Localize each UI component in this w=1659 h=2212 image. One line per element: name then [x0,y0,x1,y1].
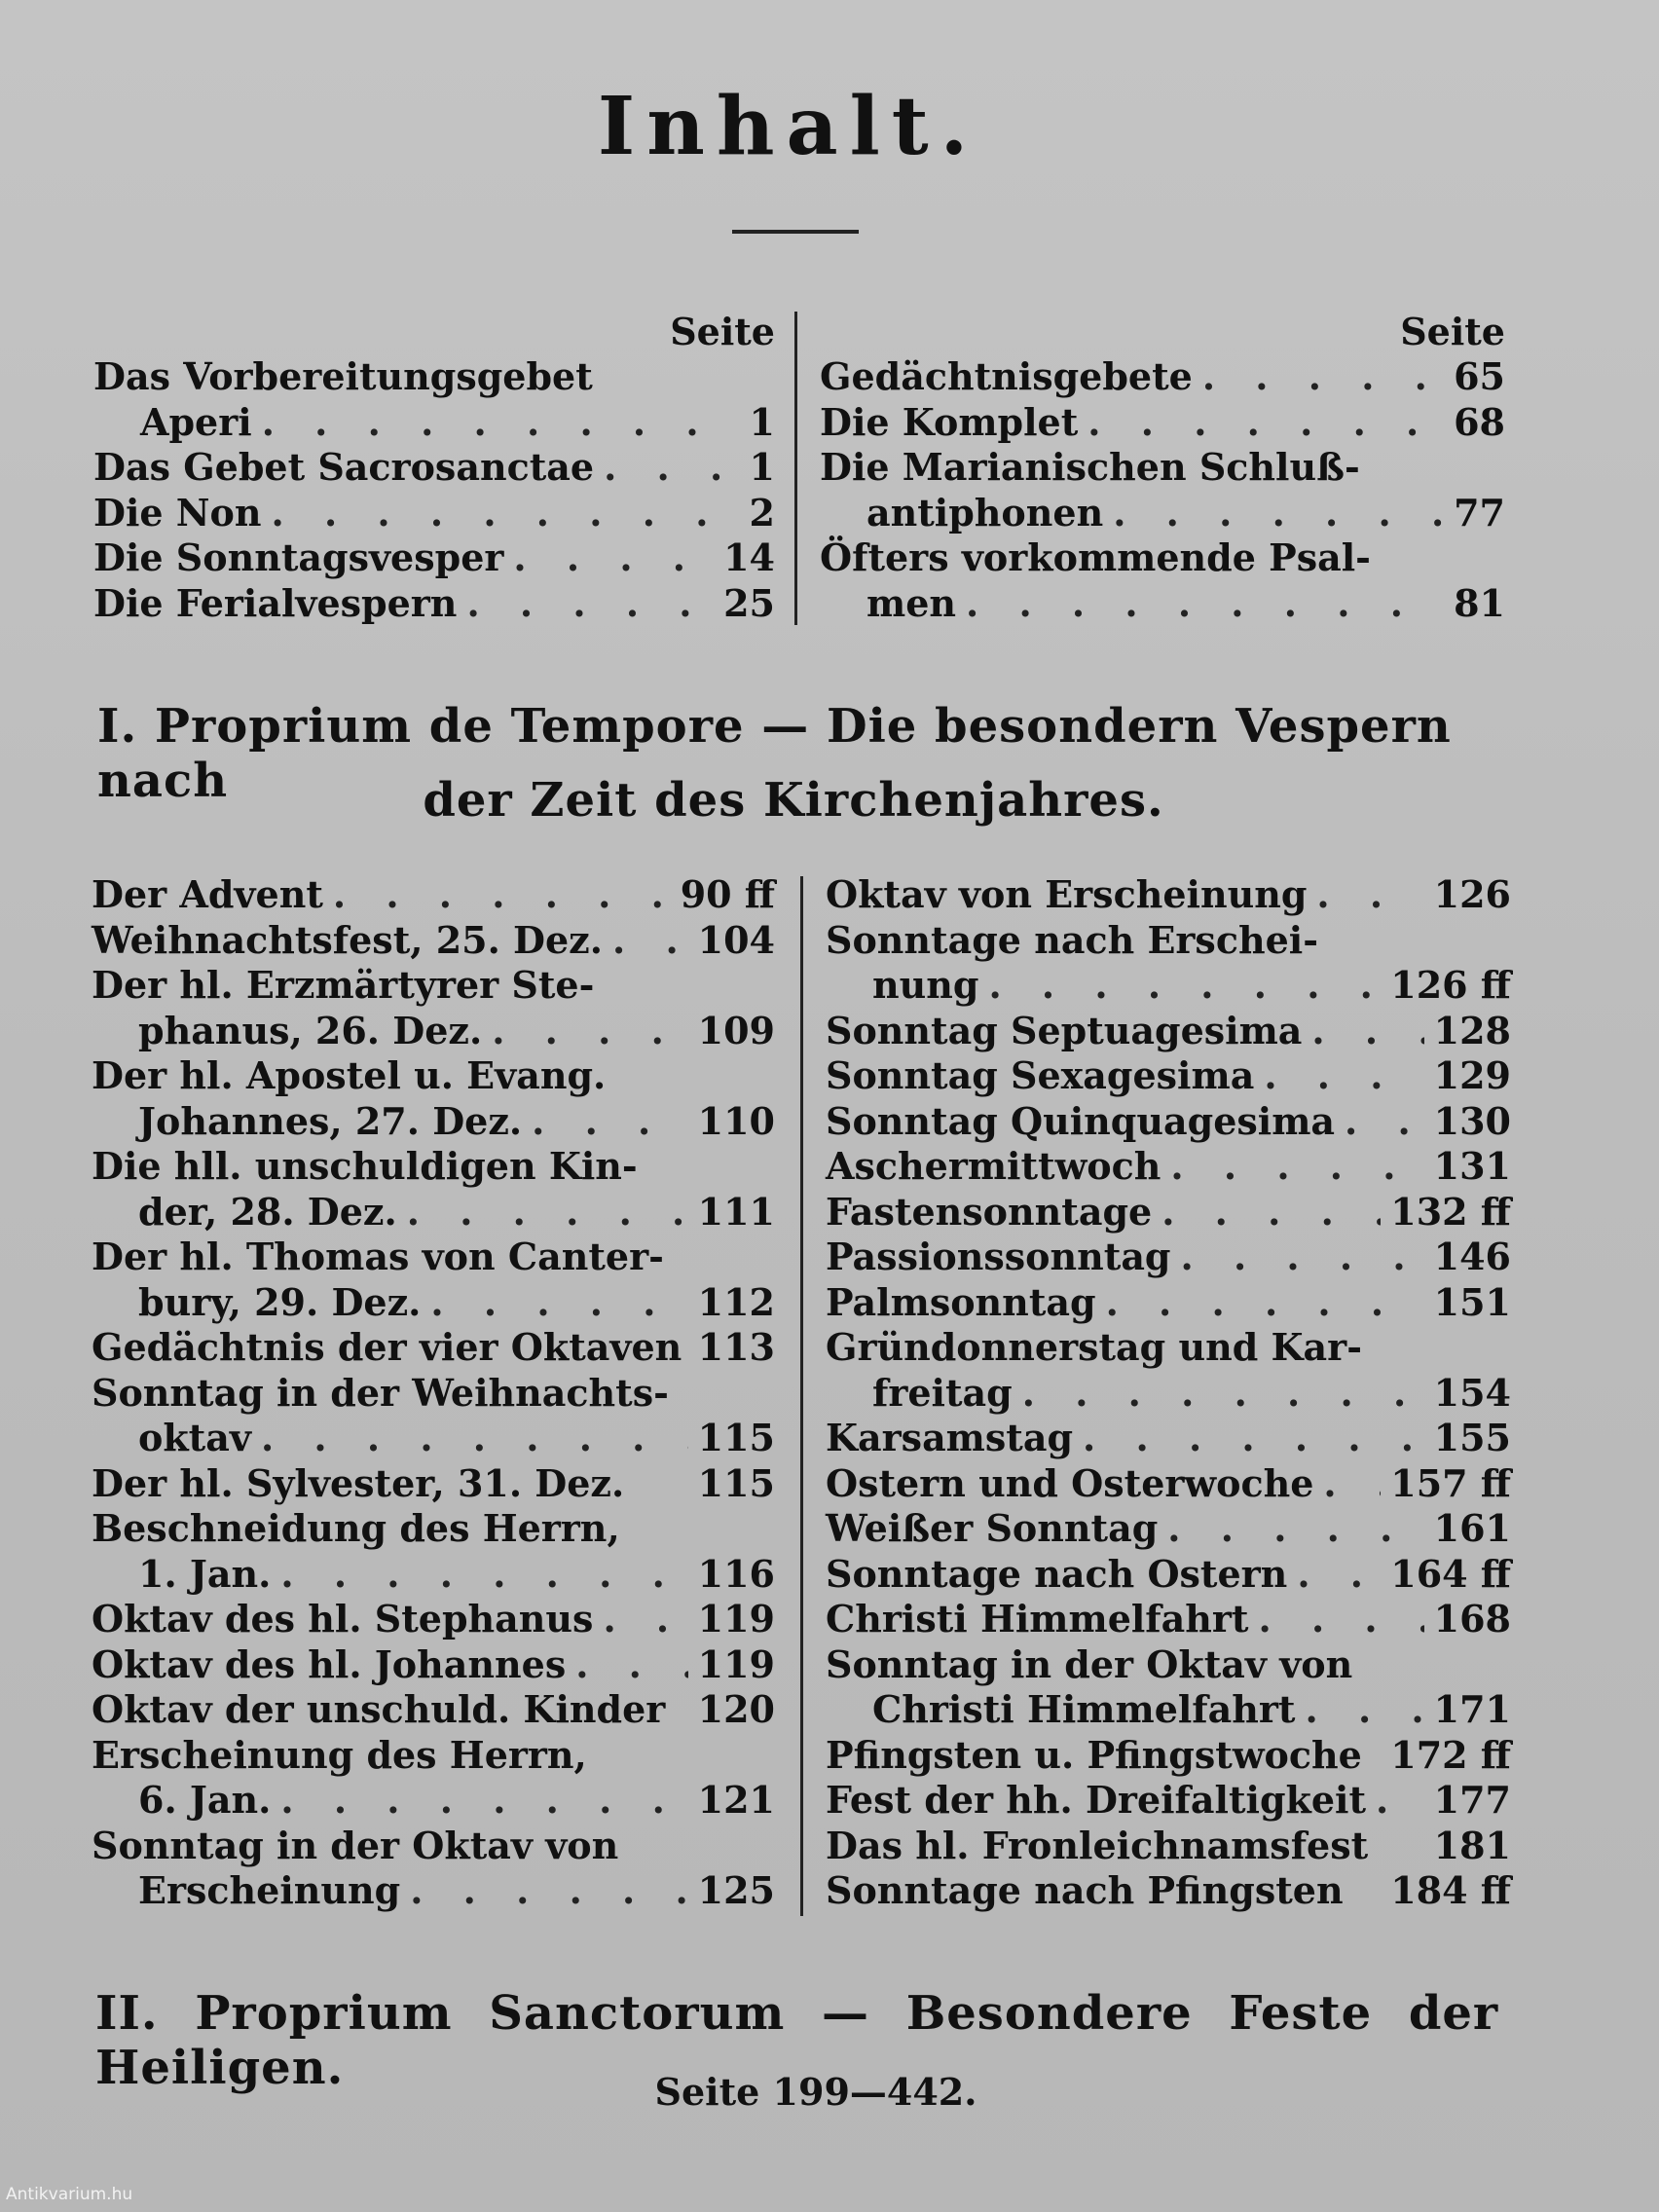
toc-entry-page: 113 [697,1325,775,1369]
toc-entry-page: 128 [1433,1008,1511,1052]
toc-entry [93,491,775,536]
toc-entry-title: Die Non [93,490,262,535]
toc-entry [826,1144,1511,1190]
toc-entry [92,918,775,964]
seite-header-left: Seite [670,310,775,353]
toc-entry-title: Passionssonntag [826,1235,1171,1278]
toc-entry-page: 171 [1433,1687,1511,1731]
toc-entry [92,1597,775,1642]
toc-entry-title: Beschneidung des Herrn, [92,1506,620,1550]
section-1-left-column [92,872,775,1914]
toc-entry [826,1597,1511,1642]
toc-entry [826,1642,1511,1688]
toc-entry-title: antiphonen [866,490,1104,535]
leader-dots [492,1009,687,1054]
toc-entry [93,535,775,581]
leader-dots [1316,872,1423,918]
leader-dots [1170,1144,1423,1190]
leader-dots [410,1868,687,1914]
toc-entry-page: 104 [697,917,775,962]
toc-entry-title: 6. Jan. [138,1778,272,1822]
section-2-page-range: Seite 199—442. [654,2070,977,2114]
toc-entry [92,1733,775,1779]
toc-entry-page: 126 ff [1390,963,1511,1007]
toc-entry [93,400,775,446]
toc-entry-page: 184 ff [1390,1868,1511,1912]
toc-entry-title: Gedächtnisgebete [820,354,1193,398]
toc-entry-page: 65 [1454,354,1505,398]
leader-dots [1181,1235,1424,1280]
section-1-column-divider [800,876,803,1916]
section-2-heading: II. Proprium Sanctorum — Besondere Feste der Heiligen. [95,1986,1499,2095]
toc-entry-page: 109 [697,1008,775,1052]
toc-entry-title: nung [872,963,979,1007]
section-1-heading-line-1: I. Proprium de Tempore — Die besondern Vespern nach [97,699,1452,808]
toc-entry-page: 131 [1433,1144,1511,1188]
toc-entry-title: Ostern und Osterwoche [826,1460,1314,1505]
toc-entry [92,1235,775,1280]
toc-entry-title: Die Komplet [820,399,1079,444]
toc-entry-page: 154 [1433,1370,1511,1415]
toc-entry-title: men [866,580,957,625]
toc-entry-title: oktav [138,1416,251,1459]
toc-entry-title: Die hll. unschuldigen Kin- [92,1144,638,1188]
toc-entry [826,1506,1511,1552]
toc-entry-title: Sonntag in der Weihnachts- [92,1370,669,1415]
toc-entry-page: 155 [1433,1416,1511,1459]
toc-entry [820,581,1505,627]
toc-entry-title: Der hl. Thomas von Canter- [92,1235,664,1278]
leader-dots [1202,354,1444,400]
toc-entry-page: 125 [697,1868,775,1912]
toc-entry-title: Die Sonntagsvesper [93,535,504,579]
leader-dots [1376,1778,1424,1824]
toc-entry [92,872,775,918]
toc-entry-title: Pfingsten u. Pfingstwoche [826,1732,1362,1777]
toc-entry-page: 68 [1454,399,1505,444]
toc-entry [820,445,1505,491]
section-1-heading-line-2: der Zeit des Kirchenjahres. [423,773,1164,828]
toc-entry [92,1144,775,1190]
toc-entry-title: Sonntage nach Ostern [826,1551,1288,1596]
toc-entry-page: 112 [697,1279,775,1324]
leader-dots [272,491,726,536]
toc-entry-title: Fastensonntage [826,1189,1153,1234]
toc-entry-title: 1. Jan. [138,1551,272,1596]
toc-entry [826,1461,1511,1507]
toc-entry [826,1325,1511,1371]
toc-entry [826,1868,1511,1914]
toc-entry-page: 161 [1433,1506,1511,1550]
leader-dots [1258,1597,1423,1642]
toc-entry [92,1642,775,1688]
leader-dots [1345,1099,1424,1145]
toc-entry-title: Die Marianischen Schluß- [820,445,1360,489]
page-title: Inhalt. [597,80,980,173]
toc-entry-title: Sonntag in der Oktav von [826,1641,1353,1686]
toc-entry-page: 119 [697,1597,775,1641]
leader-dots [1167,1506,1423,1552]
toc-entry-title: Christi Himmelfahrt [826,1597,1249,1641]
toc-entry-page: 110 [697,1098,775,1143]
toc-entry [92,1824,775,1869]
toc-entry [820,354,1505,400]
toc-entry-title: Sonntag Septuagesima [826,1008,1303,1052]
toc-entry-page: 151 [1433,1279,1511,1324]
toc-entry-page: 90 ff [680,872,775,916]
toc-entry-page: 130 [1433,1098,1511,1143]
seite-header-right: Seite [1400,310,1505,353]
toc-entry [92,1280,775,1326]
watermark: Antikvarium.hu [6,2185,133,2204]
toc-entry-page: 111 [697,1189,775,1234]
toc-entry-page: 164 ff [1390,1551,1511,1596]
leader-dots [280,1552,687,1598]
toc-entry-title: Der Advent [92,872,323,916]
toc-entry [92,1778,775,1824]
toc-entry-page: 77 [1454,490,1505,535]
toc-entry-title: Der hl. Sylvester, 31. Dez. [92,1460,625,1505]
toc-entry-page: 25 [723,580,775,625]
toc-entry-title: phanus, 26. Dez. [138,1008,483,1052]
toc-entry-title: Palmsonntag [826,1279,1096,1324]
toc-entry-title: Der hl. Erzmärtyrer Ste- [92,963,595,1007]
toc-entry-page: 132 ff [1390,1189,1511,1234]
toc-entry-title: freitag [872,1370,1013,1415]
toc-entry-page: 116 [697,1551,775,1596]
toc-entry [826,963,1511,1009]
toc-entry-title: Sonntage nach Pfingsten [826,1868,1344,1912]
leader-dots [1297,1552,1381,1598]
toc-entry-title: Aschermittwoch [826,1144,1161,1188]
toc-entry-page: 168 [1433,1597,1511,1641]
toc-entry-page: 121 [697,1778,775,1822]
toc-entry-title: Öfters vorkommende Psal- [820,535,1371,579]
leader-dots [262,400,726,446]
toc-entry [826,1190,1511,1235]
leader-dots [612,918,688,964]
toc-entry [92,1099,775,1145]
toc-entry [93,354,775,400]
toc-entry-page: 14 [723,535,775,579]
toc-entry-page: 1 [749,399,775,444]
toc-entry [826,1778,1511,1824]
intro-column-divider [794,312,797,625]
toc-entry [820,400,1505,446]
toc-entry-page: 115 [697,1460,775,1505]
toc-entry-title: Oktav von Erscheinung [826,872,1308,916]
intro-right-column [820,310,1505,626]
toc-entry [92,1461,775,1507]
toc-entry [93,581,775,627]
leader-dots [1264,1053,1423,1099]
toc-entry-title: Sonntag Quinquagesima [826,1098,1336,1143]
leader-dots [604,445,726,491]
toc-entry-page: 120 [697,1687,775,1731]
toc-entry-title: Fest der hh. Dreifaltigkeit [826,1778,1367,1822]
leader-dots [1106,1280,1424,1326]
toc-entry-title: Karsamstag [826,1416,1074,1459]
intro-left-column [93,310,775,626]
toc-entry [826,1235,1511,1280]
toc-entry-title: Johannes, 27. Dez. [138,1098,523,1143]
toc-entry [92,1506,775,1552]
toc-entry [820,491,1505,536]
toc-entry-page: 177 [1433,1778,1511,1822]
toc-entry-title: Oktav des hl. Stephanus [92,1597,594,1641]
toc-entry-title: Aperi [140,399,252,444]
toc-entry-title: Oktav des hl. Johannes [92,1641,567,1686]
toc-entry [826,1416,1511,1461]
toc-entry [92,1325,775,1371]
toc-entry-title: Sonntag in der Oktav von [92,1823,619,1867]
leader-dots [603,1597,687,1642]
toc-entry-page: 126 [1433,872,1511,916]
toc-entry-page: 172 ff [1390,1732,1511,1777]
leader-dots [280,1778,687,1824]
leader-dots [1083,1416,1424,1461]
leader-dots [466,581,714,627]
leader-dots [966,581,1444,627]
leader-dots [575,1642,687,1688]
toc-entry-page: 1 [749,445,775,489]
toc-entry [826,1371,1511,1417]
toc-entry [826,1280,1511,1326]
leader-dots [1088,400,1444,446]
toc-entry-title: Erscheinung des Herrn, [92,1732,587,1777]
toc-entry-title: Gründonnerstag und Kar- [826,1325,1362,1369]
toc-entry [92,1868,775,1914]
leader-dots [988,963,1381,1009]
toc-entry [826,1099,1511,1145]
toc-entry-page: 129 [1433,1053,1511,1097]
leader-dots [1161,1190,1381,1235]
toc-entry [826,1687,1511,1733]
toc-entry-page: 81 [1454,580,1505,625]
leader-dots [430,1280,687,1326]
toc-entry-title: Die Ferialvespern [93,580,458,625]
toc-entry [826,918,1511,964]
toc-entry [820,535,1505,581]
toc-entry [826,1552,1511,1598]
toc-entry-title: Weihnachtsfest, 25. Dez. [92,917,603,962]
leader-dots [1323,1461,1381,1507]
leader-dots [1113,491,1444,536]
leader-dots [261,1416,688,1461]
toc-entry-page: 157 ff [1390,1460,1511,1505]
toc-entry-title: Sonntage nach Erschei- [826,917,1318,962]
leader-dots [532,1099,688,1145]
toc-entry-title: Das Gebet Sacrosanctae [93,445,595,489]
leader-dots [333,872,671,918]
leader-dots [407,1190,688,1235]
toc-entry-title: bury, 29. Dez. [138,1279,422,1324]
toc-entry [92,963,775,1009]
toc-entry [92,1009,775,1054]
toc-entry-title: Das Vorbereitungsgebet [93,354,593,398]
toc-entry [92,1190,775,1235]
toc-entry [92,1053,775,1099]
toc-entry-page: 2 [749,490,775,535]
toc-entry-page: 146 [1433,1235,1511,1278]
toc-entry-title: Der hl. Apostel u. Evang. [92,1053,607,1097]
toc-entry [826,1733,1511,1779]
toc-entry-title: Weißer Sonntag [826,1506,1159,1550]
toc-entry-title: Oktav der unschuld. Kinder [92,1687,666,1731]
toc-entry [826,872,1511,918]
toc-entry-page: 115 [697,1416,775,1459]
toc-entry-title: Erscheinung [138,1868,401,1912]
toc-entry-page: 181 [1433,1823,1511,1867]
leader-dots [513,535,714,581]
toc-entry-title: Das hl. Fronleichnamsfest [826,1823,1369,1867]
toc-entry [92,1371,775,1417]
toc-entry [92,1416,775,1461]
toc-entry-title: Gedächtnis der vier Oktaven [92,1325,682,1369]
toc-entry-page: 119 [697,1641,775,1686]
toc-entry [826,1824,1511,1869]
toc-entry-title: der, 28. Dez. [138,1189,397,1234]
title-rule [732,230,859,234]
toc-entry [826,1009,1511,1054]
leader-dots [1311,1009,1423,1054]
section-1-right-column [826,872,1511,1914]
toc-entry-title: Christi Himmelfahrt [872,1687,1296,1731]
toc-entry [92,1552,775,1598]
toc-entry [92,1687,775,1733]
leader-dots [1022,1371,1424,1417]
toc-entry [93,445,775,491]
toc-entry [826,1053,1511,1099]
leader-dots [1305,1687,1423,1733]
toc-entry-title: Sonntag Sexagesima [826,1053,1255,1097]
